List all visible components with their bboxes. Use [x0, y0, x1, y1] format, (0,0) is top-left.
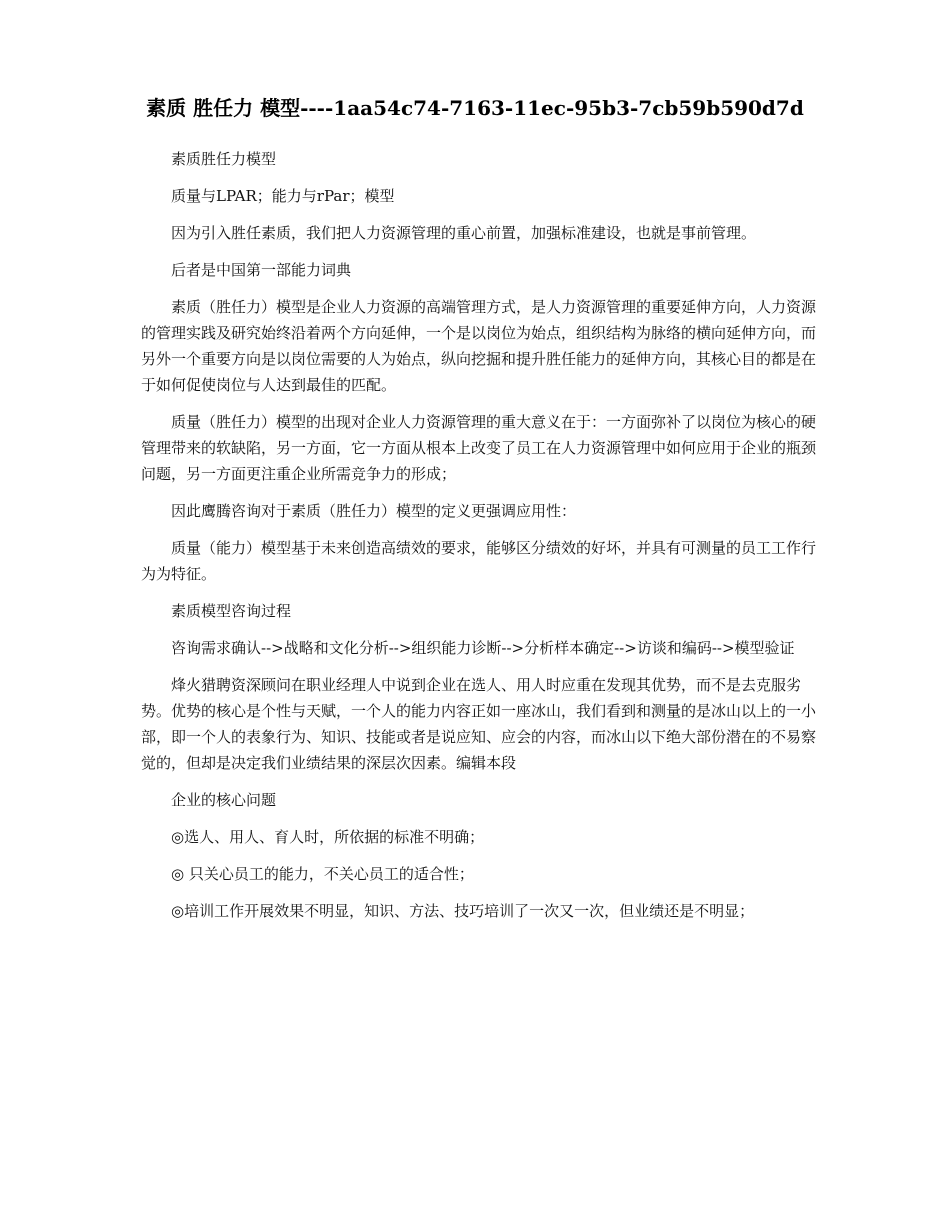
- paragraph: ◎培训工作开展效果不明显，知识、方法、技巧培训了一次又一次，但业绩还是不明显；: [171, 902, 755, 920]
- document-title: 素质 胜任力 模型----1aa54c74-7163-11ec-95b3-7cb59b590d7d: [146, 96, 804, 120]
- paragraph: ◎选人、用人、育人时，所依据的标准不明确；: [171, 828, 485, 846]
- paragraph: 素质模型咨询过程: [171, 602, 292, 620]
- paragraph: 质量（能力）模型基于未来创造高绩效的要求，能够区分绩效的好坏，并具有可测量的员工工作行为为特征。: [141, 539, 817, 583]
- paragraph: 素质胜任力模型: [171, 150, 277, 168]
- paragraph: 因此鹰腾咨询对于素质（胜任力）模型的定义更强调应用性：: [171, 502, 577, 520]
- paragraph: 质量（胜任力）模型的出现对企业人力资源管理的重大意义在于：一方面弥补了以岗位为核心的硬管理带来的软缺陷，另一方面，它一方面从根本上改变了员工在人力资源管理中如何应用于企业的瓶颈问题，另一方面更注重企业所需竞争力的形成；: [141, 413, 817, 483]
- document-body: [141, 146, 821, 935]
- paragraph: 咨询需求确认-->战略和文化分析-->组织能力诊断-->分析样本确定-->访谈和编码-->模型验证: [171, 639, 795, 657]
- paragraph: 素质（胜任力）模型是企业人力资源的高端管理方式，是人力资源管理的重要延伸方向，人力资源的管理实践及研究始终沿着两个方向延伸，一个是以岗位为始点，组织结构为脉络的横向延伸方向，而另外一个重要方向是以岗位需要的人为始点，纵向挖掘和提升胜任能力的延伸方向，其核心目的都是在于如何促使岗位与人达到最佳的匹配。: [141, 298, 817, 394]
- paragraph: 后者是中国第一部能力词典: [171, 261, 352, 279]
- paragraph: 质量与LPAR；能力与rPar；模型: [171, 187, 395, 205]
- paragraph: 企业的核心问题: [171, 791, 277, 809]
- paragraph: ◎ 只关心员工的能力，不关心员工的适合性；: [171, 865, 474, 883]
- paragraph: 烽火猎聘资深顾问在职业经理人中说到企业在选人、用人时应重在发现其优势，而不是去克服劣势。优势的核心是个性与天赋，一个人的能力内容正如一座冰山，我们看到和测量的是冰山以上的一小部，即一个人的表象行为、知识、技能或者是说应知、应会的内容，而冰山以下绝大部份潜在的不易察觉的，但却是决定我们业绩结果的深层次因素。编辑本段: [141, 676, 817, 772]
- paragraph: 因为引入胜任素质，我们把人力资源管理的重心前置，加强标准建设，也就是事前管理。: [171, 224, 757, 242]
